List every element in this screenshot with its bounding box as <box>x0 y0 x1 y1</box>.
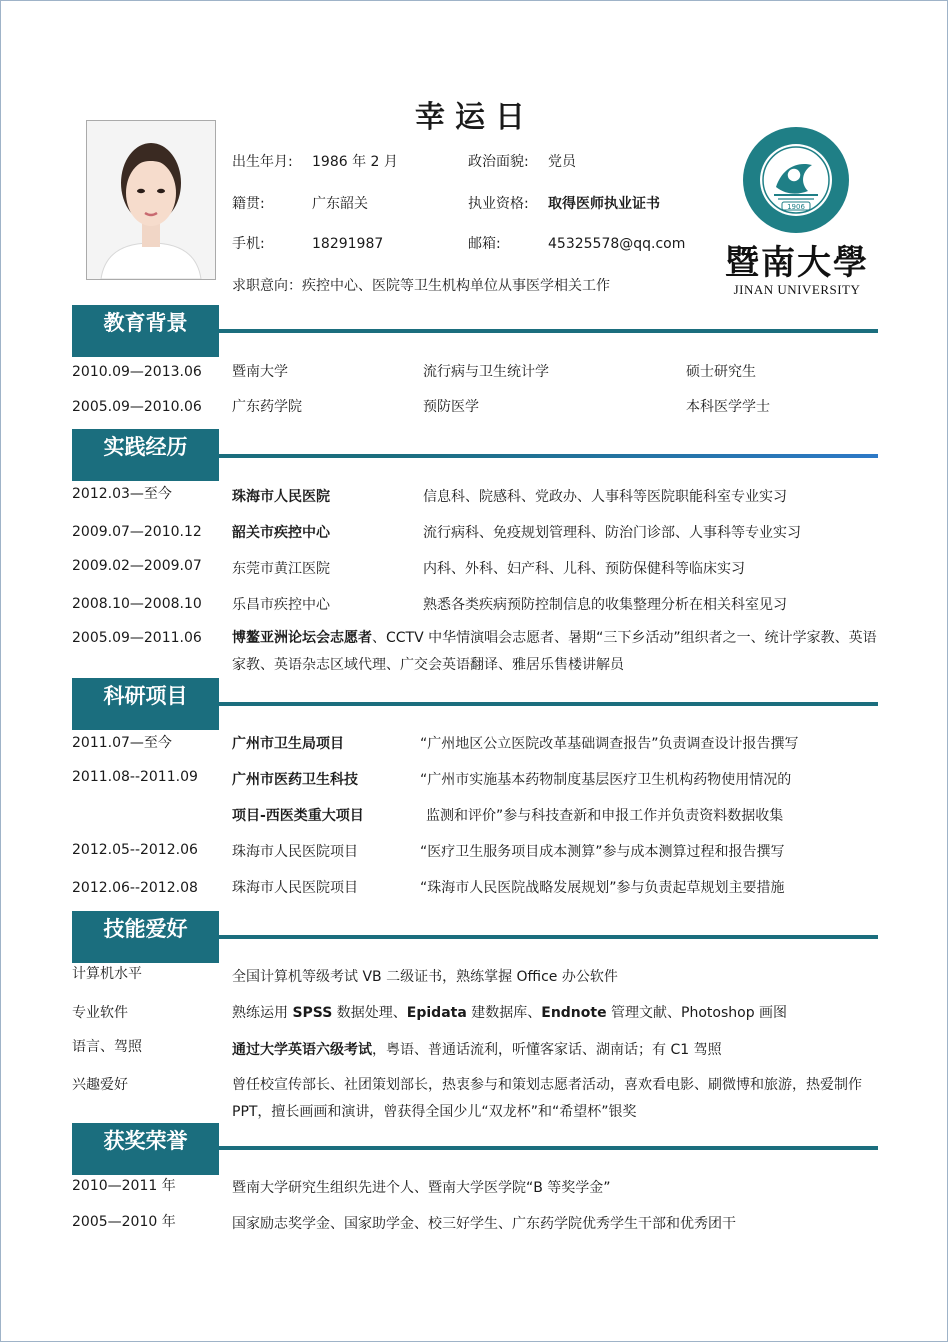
practice-org: 珠海市人民医院 <box>232 489 330 505</box>
research-org: 珠海市人民医院项目 <box>232 880 358 896</box>
practice-volunteer-desc <box>232 625 882 679</box>
practice-volunteer-rest: 、CCTV 中华情演唱会志愿者、暑期“三下乡活动”组织者之一、统计学家教、英语家教、英语杂志区域代理、广交会英语翻译、雅居乐售楼讲解员 <box>232 630 877 673</box>
skill-hobby-value: 曾任校宣传部长、社团策划部长，热衷参与和策划志愿者活动，喜欢看电影、刷微博和旅游，热爱制作 PPT，擅长画画和演讲，曾获得全国少儿“双龙杯”和“希望杯”银奖 <box>232 1077 862 1120</box>
logo-chinese-name: 暨南大學 <box>725 243 869 283</box>
practice-desc: 内科、外科、妇产科、儿科、预防保健科等临床实习 <box>423 561 745 577</box>
logo-english-name: JINAN UNIVERSITY <box>733 282 861 297</box>
native-value: 广东韶关 <box>312 196 368 212</box>
profile-photo <box>86 120 216 280</box>
email-value[interactable]: 45325578@qq.com <box>548 236 686 252</box>
phone-label: 手机: <box>232 236 265 252</box>
practice-date: 2012.03—至今 <box>72 486 172 502</box>
research-date: 2012.06--2012.08 <box>72 880 198 896</box>
practice-desc: 流行病科、免疫规划管理科、防治门诊部、人事科等专业实习 <box>423 525 801 541</box>
license-value: 取得医师执业证书 <box>548 196 660 212</box>
skill-value: 全国计算机等级考试 VB 二级证书，熟练掌握 Office 办公软件 <box>232 969 618 985</box>
research-org: 项目-西医类重大项目 <box>232 808 364 824</box>
skill-label: 计算机水平 <box>72 966 142 982</box>
research-org: 广州市医药卫生科技 <box>232 772 358 788</box>
practice-org: 东莞市黄江医院 <box>232 561 330 577</box>
seal-year: 1906 <box>787 203 805 211</box>
research-desc: 监测和评价”参与科技查新和申报工作并负责资料数据收集 <box>426 808 784 824</box>
research-date: 2011.08--2011.09 <box>72 769 198 785</box>
award-desc: 国家励志奖学金、国家助学金、校三好学生、广东药学院优秀学生干部和优秀团干 <box>232 1216 736 1232</box>
edu-school: 暨南大学 <box>232 364 288 380</box>
research-desc: “珠海市人民医院战略发展规划”参与负责起草规划主要措施 <box>420 880 785 896</box>
email-label: 邮箱: <box>468 236 501 252</box>
practice-desc: 熟悉各类疾病预防控制信息的收集整理分析在相关科室见习 <box>423 597 787 613</box>
edu-major: 流行病与卫生统计学 <box>423 364 549 380</box>
native-label: 籍贯: <box>232 196 265 212</box>
section-practice-header: 实践经历 <box>72 429 219 481</box>
edu-major: 预防医学 <box>423 399 479 415</box>
job-objective: 求职意向：疾控中心、医院等卫生机构单位从事医学相关工作 <box>232 278 610 294</box>
award-date: 2010—2011 年 <box>72 1178 176 1194</box>
practice-date: 2005.09—2011.06 <box>72 630 202 646</box>
research-desc: “医疗卫生服务项目成本测算”参与成本测算过程和报告撰写 <box>420 844 785 860</box>
practice-org: 韶关市疾控中心 <box>232 525 330 541</box>
research-desc: “广州市实施基本药物制度基层医疗卫生机构药物使用情况的 <box>420 772 792 788</box>
practice-date: 2009.02—2009.07 <box>72 558 202 574</box>
section-education-header: 教育背景 <box>72 305 219 357</box>
phone-value: 18291987 <box>312 236 384 252</box>
research-date: 2011.07—至今 <box>72 735 172 751</box>
birth-label: 出生年月: <box>232 154 293 170</box>
edu-school: 广东药学院 <box>232 399 302 415</box>
section-divider <box>219 935 878 939</box>
skill-label: 语言、驾照 <box>72 1039 142 1055</box>
practice-date: 2008.10—2008.10 <box>72 596 202 612</box>
edu-degree: 硕士研究生 <box>686 364 756 380</box>
award-desc: 暨南大学研究生组织先进个人、暨南大学医学院“B 等奖学金” <box>232 1180 611 1196</box>
award-date: 2005—2010 年 <box>72 1214 176 1230</box>
section-skills-header: 技能爱好 <box>72 911 219 963</box>
edu-degree: 本科医学学士 <box>686 399 770 415</box>
section-divider <box>219 702 878 706</box>
section-research-header: 科研项目 <box>72 678 219 730</box>
section-divider <box>219 1146 878 1150</box>
practice-volunteer-highlight: 博鳌亚洲论坛会志愿者 <box>232 630 372 646</box>
portrait-image <box>87 121 215 279</box>
political-value: 党员 <box>548 154 576 170</box>
license-label: 执业资格: <box>468 196 529 212</box>
edu-date: 2010.09—2013.06 <box>72 364 202 380</box>
skill-language-value: 通过大学英语六级考试，粤语、普通话流利，听懂客家话、湖南话；有 C1 驾照 <box>232 1042 722 1058</box>
skill-label: 专业软件 <box>72 1005 128 1021</box>
practice-org: 乐昌市疾控中心 <box>232 597 330 613</box>
research-org: 广州市卫生局项目 <box>232 736 344 752</box>
research-org: 珠海市人民医院项目 <box>232 844 358 860</box>
birth-value: 1986 年 2 月 <box>312 154 398 170</box>
section-divider <box>219 329 878 333</box>
practice-desc: 信息科、院感科、党政办、人事科等医院职能科室专业实习 <box>423 489 787 505</box>
research-desc: “广州地区公立医院改革基础调查报告”负责调查设计报告撰写 <box>420 736 799 752</box>
candidate-name: 幸运日 <box>415 100 535 135</box>
edu-date: 2005.09—2010.06 <box>72 399 202 415</box>
research-date: 2012.05--2012.06 <box>72 842 198 858</box>
skill-software-value: 熟练运用 SPSS 数据处理、Epidata 建数据库、Endnote 管理文献、Photoshop 画图 <box>232 1005 788 1021</box>
skill-label: 兴趣爱好 <box>72 1077 128 1093</box>
section-divider <box>219 454 878 458</box>
university-logo <box>716 125 876 300</box>
practice-date: 2009.07—2010.12 <box>72 524 202 540</box>
political-label: 政治面貌: <box>468 154 529 170</box>
section-awards-header: 获奖荣誉 <box>72 1123 219 1175</box>
